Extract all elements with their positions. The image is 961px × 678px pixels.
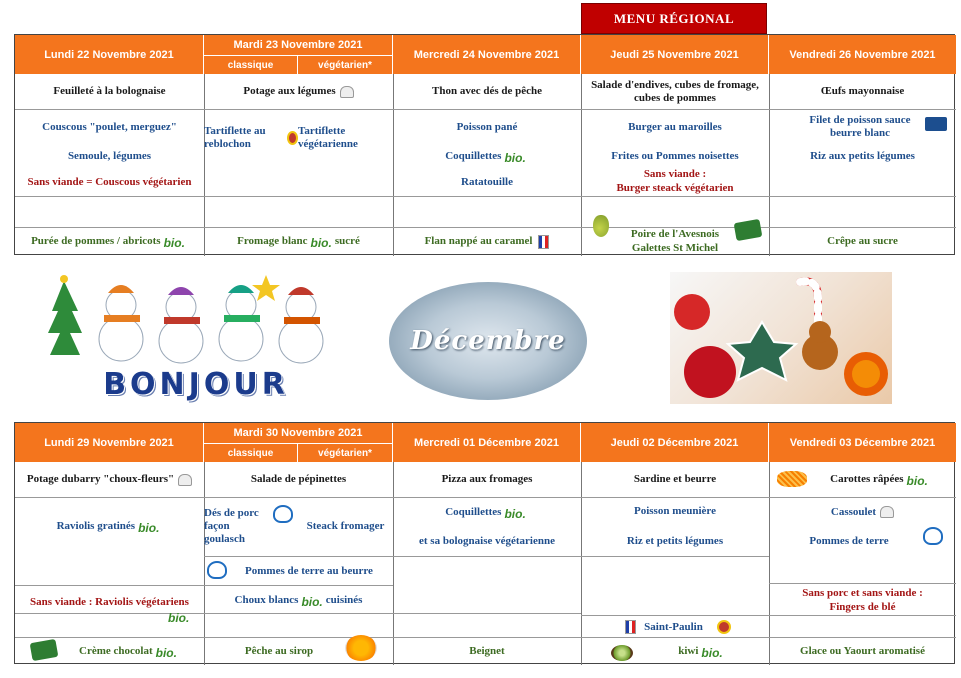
aop-label-icon	[717, 620, 731, 634]
week2-menu-table	[14, 422, 955, 664]
snowmen-bonjour-image	[46, 271, 346, 401]
bio-icon: bio.	[138, 520, 160, 535]
wednesday-main-2: et sa bolognaise végétarienne	[419, 534, 555, 547]
bio-icon: bio.	[504, 150, 526, 165]
thursday-entree: Salade d'endives, cubes de fromage, cubes de pommes	[591, 78, 759, 104]
monday-dessert: Purée de pommes / abricots bio.	[31, 235, 185, 250]
tuesday-main-classic: Dés de porc façon goulasch	[204, 506, 259, 545]
fresh-label-icon	[31, 641, 57, 659]
day-header-thursday: Jeudi 25 Novembre 2021	[581, 35, 769, 74]
tuesday-vegetarian-label: végétarien*	[298, 56, 393, 74]
friday-entree: Œufs mayonnaise	[820, 85, 905, 97]
tuesday-entree: Potage aux légumes	[204, 74, 393, 109]
kiwi-icon	[611, 645, 633, 661]
thursday-main-2: Riz et petits légumes	[626, 534, 724, 547]
thursday-dessert-2: Galettes St Michel	[631, 241, 719, 254]
friday-main-1: Filet de poisson sauce beurre blanc	[809, 114, 911, 139]
day-header-monday: Lundi 22 Novembre 2021	[15, 35, 204, 74]
day-header-monday: Lundi 29 Novembre 2021	[15, 423, 204, 462]
day-header-tuesday: Mardi 30 Novembre 2021	[204, 423, 393, 444]
monday-vegetarian-option: Sans viande : Raviolis végétariens	[30, 595, 189, 608]
menu-regional-banner: MENU RÉGIONAL	[581, 3, 767, 34]
tuesday-main-classic: Tartiflette au reblochon	[204, 121, 298, 155]
friday-dessert: Crêpe au sucre	[827, 235, 898, 247]
wednesday-main-1: Coquillettes bio.	[445, 505, 526, 521]
tuesday-classic-label: classique	[204, 56, 298, 74]
bio-icon: bio.	[906, 474, 928, 488]
thursday-main-1: Burger au maroilles	[628, 120, 722, 133]
monday-vegetarian-option: Sans viande = Couscous végétarien	[27, 175, 192, 188]
peach-icon	[345, 635, 377, 661]
wednesday-main-2: Coquillettes bio.	[445, 149, 526, 165]
tuesday-main-vegetarian: Steack fromager	[306, 519, 385, 532]
tuesday-main-vegetarian: Tartiflette végétarienne	[298, 125, 358, 150]
monday-entree: Potage dubarry "choux-fleurs"	[15, 462, 204, 497]
day-header-wednesday: Mercredi 24 Novembre 2021	[393, 35, 581, 74]
wednesday-dessert: Beignet	[469, 644, 505, 657]
wednesday-main-1: Poisson pané	[456, 120, 518, 133]
week1-menu-table	[14, 34, 955, 255]
friday-main-2: Riz aux petits légumes	[810, 149, 915, 162]
day-header-tuesday: Mardi 23 Novembre 2021	[204, 35, 393, 56]
thursday-vegetarian-option: Burger steack végétarien	[616, 181, 734, 194]
sustainable-fish-label-icon	[919, 115, 947, 133]
monday-main-2: Semoule, légumes	[67, 149, 152, 162]
friday-vegetarian-option: Fingers de blé	[829, 600, 896, 613]
wednesday-main-3: Ratatouille	[461, 175, 513, 188]
bio-icon: bio.	[168, 611, 190, 625]
wednesday-dessert: Flan nappé au caramel	[393, 227, 581, 256]
bio-icon: bio.	[504, 506, 526, 521]
monday-dessert: Crème chocolat bio.	[79, 644, 177, 660]
tuesday-side-2: Choux blancs bio. cuisinés	[234, 593, 363, 609]
fresh-label-icon	[735, 221, 761, 239]
chef-hat-icon	[340, 86, 354, 98]
hauts-de-france-icon	[207, 561, 227, 579]
monday-main-1: Couscous "poulet, merguez"	[42, 120, 177, 133]
bio-icon: bio.	[155, 645, 177, 660]
friday-entree: Carottes râpées bio.	[830, 473, 928, 488]
wednesday-entree: Thon avec dés de pêche	[432, 85, 542, 97]
tuesday-vegetarian-label: végétarien*	[298, 444, 393, 462]
day-header-friday: Vendredi 26 Novembre 2021	[769, 35, 956, 74]
thursday-main-2: Frites ou Pommes noisettes	[611, 149, 739, 162]
christmas-cookies-image	[670, 272, 892, 404]
december-image	[389, 282, 587, 400]
thursday-dessert-1: Poire de l'Avesnois	[630, 227, 720, 240]
day-header-wednesday: Mercredi 01 Décembre 2021	[393, 423, 581, 462]
friday-main-1: Cassoulet	[769, 503, 956, 521]
hauts-de-france-icon	[923, 527, 943, 545]
monday-entree: Feuilleté à la bolognaise	[53, 85, 166, 97]
aop-label-icon	[287, 131, 298, 145]
tuesday-side: Pommes de terre au beurre	[245, 564, 373, 577]
bonjour-word: BONJOUR	[103, 367, 289, 402]
tuesday-entree: Salade de pépinettes	[250, 473, 347, 485]
day-header-thursday: Jeudi 02 Décembre 2021	[581, 423, 769, 462]
friday-vegetarian-label: Sans porc et sans viande :	[802, 586, 923, 599]
wednesday-entree: Pizza aux fromages	[441, 473, 533, 485]
bio-icon: bio.	[310, 236, 332, 250]
tuesday-dessert: Pêche au sirop	[244, 644, 314, 657]
bio-icon: bio.	[301, 594, 323, 609]
bio-icon: bio.	[163, 236, 185, 250]
thursday-dessert: kiwi bio.	[678, 644, 723, 660]
thursday-entree: Sardine et beurre	[633, 473, 717, 485]
december-word: Décembre	[410, 326, 566, 356]
thursday-main-1: Poisson meunière	[634, 504, 716, 517]
monday-main: Raviolis gratinés bio.	[56, 519, 160, 535]
tuesday-dessert: Fromage blanc bio. sucré	[237, 235, 360, 250]
friday-main-2: Pommes de terre	[809, 534, 889, 547]
chef-hat-icon	[178, 474, 192, 486]
bio-icon: bio.	[701, 645, 723, 660]
french-flag-icon	[625, 620, 636, 634]
grated-carrots-icon	[777, 471, 807, 487]
friday-dessert: Glace ou Yaourt aromatisé	[800, 644, 925, 657]
french-flag-icon	[538, 235, 549, 249]
thursday-vegetarian-label: Sans viande :	[643, 167, 707, 180]
tuesday-classic-label: classique	[204, 444, 298, 462]
thursday-cheese: Saint-Paulin	[581, 619, 769, 635]
day-header-friday: Vendredi 03 Décembre 2021	[769, 423, 956, 462]
hauts-de-france-icon	[273, 505, 293, 523]
chef-hat-icon	[880, 506, 894, 518]
